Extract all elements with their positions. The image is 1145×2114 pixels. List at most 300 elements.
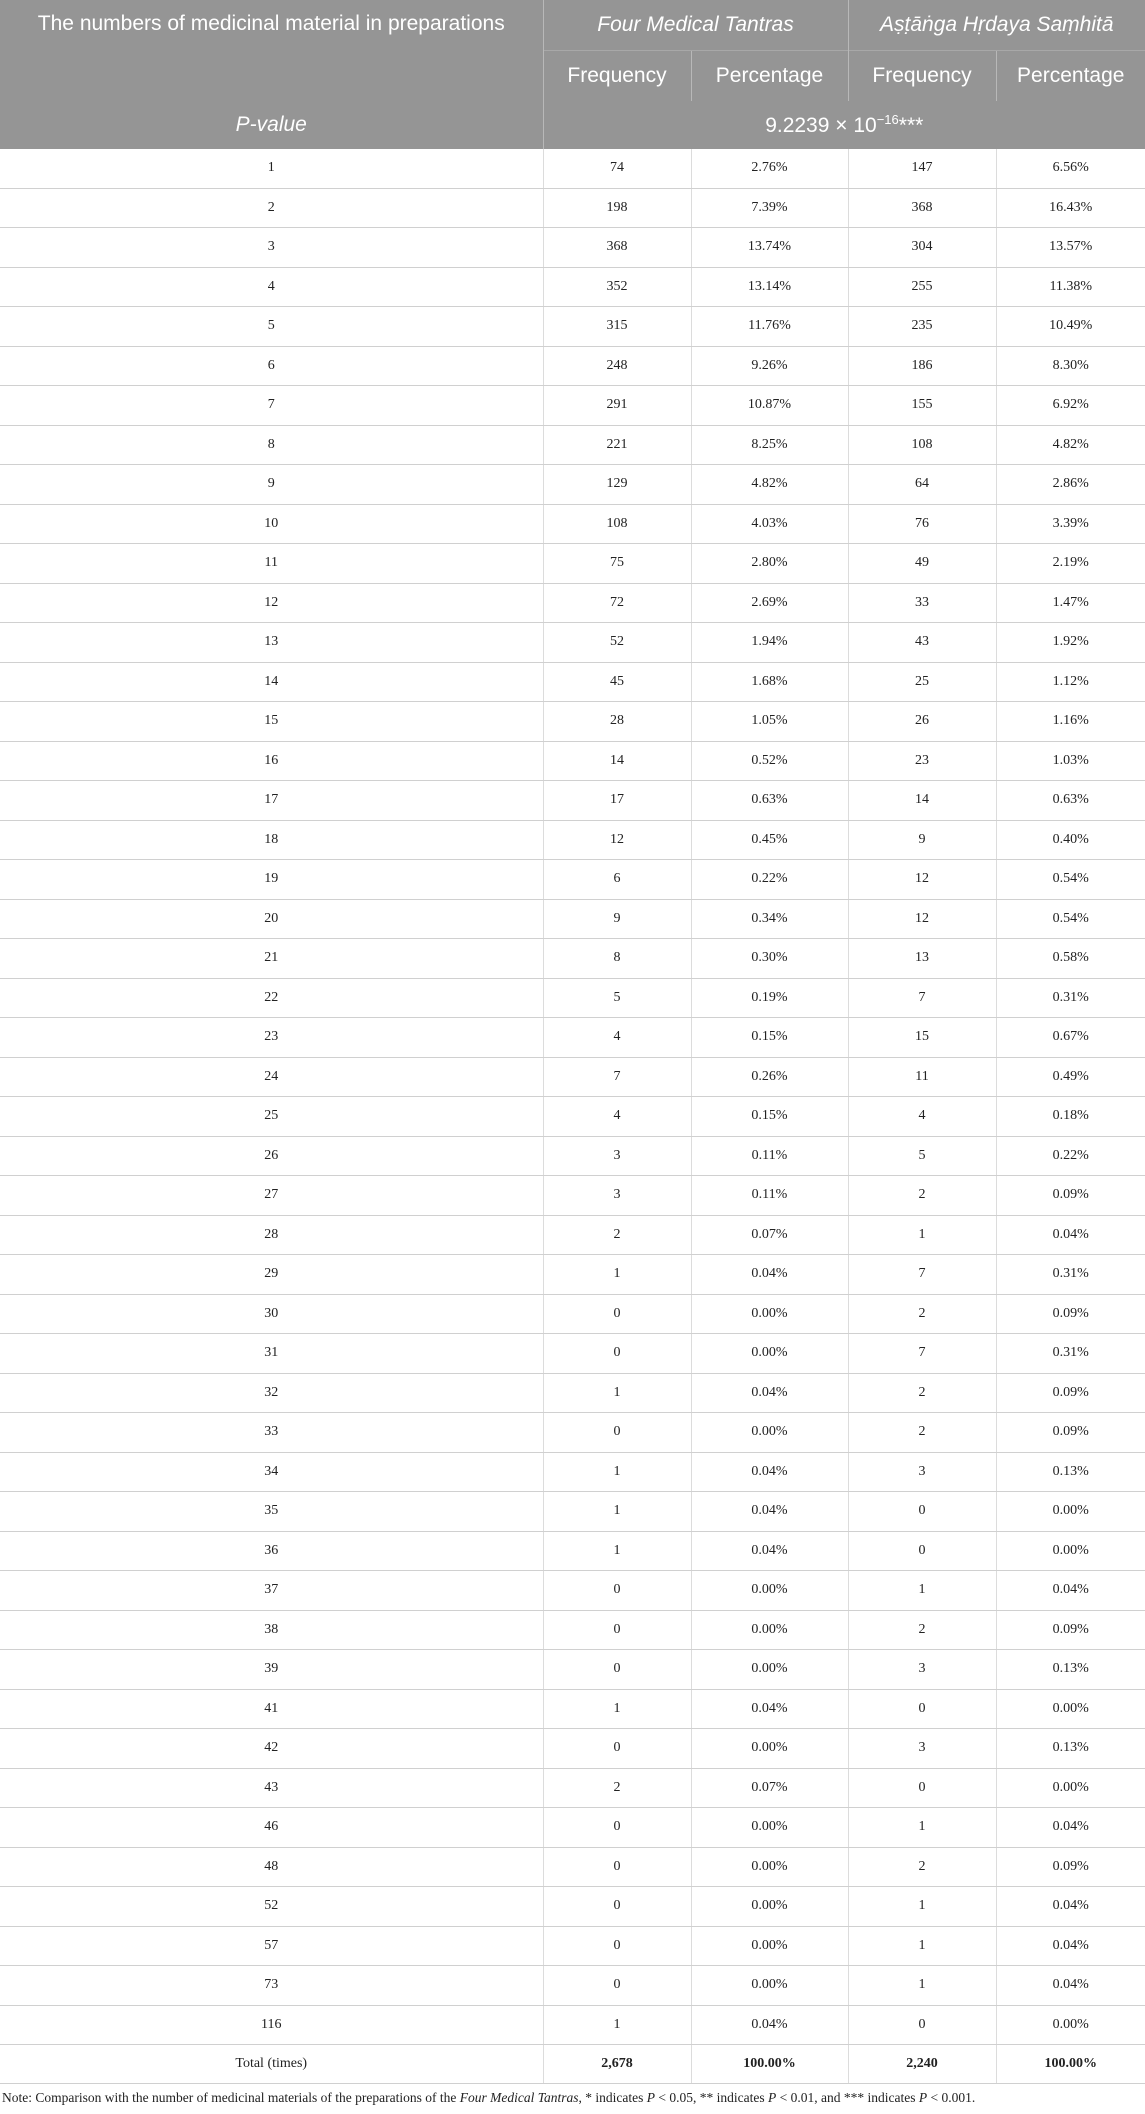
cell-ahs-percentage: 0.31% xyxy=(996,978,1145,1018)
cell-ahs-percentage: 0.09% xyxy=(996,1847,1145,1887)
cell-fmt-frequency: 0 xyxy=(543,1294,691,1334)
cell-fmt-percentage: 0.30% xyxy=(691,939,848,979)
cell-ahs-percentage: 1.92% xyxy=(996,623,1145,663)
cell-fmt-percentage: 1.94% xyxy=(691,623,848,663)
table-row xyxy=(0,1610,1145,1650)
cell-ahs-frequency: 3 xyxy=(848,1650,996,1690)
cell-fmt-percentage: 0.00% xyxy=(691,1610,848,1650)
cell-ahs-percentage: 0.40% xyxy=(996,820,1145,860)
cell-fmt-frequency: 0 xyxy=(543,1729,691,1769)
cell-count: 52 xyxy=(0,1887,543,1927)
cell-ahs-percentage: 8.30% xyxy=(996,346,1145,386)
cell-fmt-percentage: 0.04% xyxy=(691,1531,848,1571)
cell-count: 9 xyxy=(0,465,543,505)
cell-fmt-frequency: 75 xyxy=(543,544,691,584)
cell-fmt-percentage: 0.00% xyxy=(691,1294,848,1334)
cell-fmt-frequency: 0 xyxy=(543,1334,691,1374)
pvalue-value: $9.2239 \times 10^{-16}***$ xyxy=(543,101,1145,149)
cell-ahs-percentage: 1.12% xyxy=(996,662,1145,702)
cell-fmt-percentage: 4.82% xyxy=(691,465,848,505)
cell-count: 19 xyxy=(0,860,543,900)
cell-fmt-frequency: 1 xyxy=(543,1452,691,1492)
cell-count: 20 xyxy=(0,899,543,939)
cell-count: 24 xyxy=(0,1057,543,1097)
cell-fmt-percentage: 0.34% xyxy=(691,899,848,939)
table-row xyxy=(0,1808,1145,1848)
cell-ahs-percentage: 0.13% xyxy=(996,1729,1145,1769)
table-row xyxy=(0,1413,1145,1453)
cell-ahs-frequency: 33 xyxy=(848,583,996,623)
table-row xyxy=(0,1057,1145,1097)
cell-ahs-frequency: 0 xyxy=(848,1768,996,1808)
table-row xyxy=(0,1294,1145,1334)
cell-count: 35 xyxy=(0,1492,543,1532)
cell-fmt-frequency: 3 xyxy=(543,1176,691,1216)
cell-fmt-percentage: 0.11% xyxy=(691,1176,848,1216)
cell-ahs-frequency: 108 xyxy=(848,425,996,465)
cell-ahs-frequency: 0 xyxy=(848,1492,996,1532)
cell-count: 6 xyxy=(0,346,543,386)
cell-ahs-percentage: 1.16% xyxy=(996,702,1145,742)
cell-fmt-frequency: 0 xyxy=(543,1650,691,1690)
cell-ahs-percentage: 11.38% xyxy=(996,267,1145,307)
table-row xyxy=(0,781,1145,821)
cell-fmt-frequency: 248 xyxy=(543,346,691,386)
cell-ahs-frequency: 0 xyxy=(848,1689,996,1729)
cell-fmt-frequency: 0 xyxy=(543,1966,691,2006)
cell-ahs-percentage: 0.13% xyxy=(996,1452,1145,1492)
cell-fmt-percentage: 8.25% xyxy=(691,425,848,465)
cell-ahs-frequency: 15 xyxy=(848,1018,996,1058)
table-row xyxy=(0,1255,1145,1295)
cell-count: 4 xyxy=(0,267,543,307)
total-cell-fmt-percentage: 100.00% xyxy=(691,2045,848,2084)
cell-count: 25 xyxy=(0,1097,543,1137)
cell-ahs-percentage: 3.39% xyxy=(996,504,1145,544)
cell-fmt-percentage: 1.68% xyxy=(691,662,848,702)
table-row xyxy=(0,386,1145,426)
cell-fmt-percentage: 0.07% xyxy=(691,1768,848,1808)
pvalue-label: P-value xyxy=(0,101,543,149)
cell-fmt-frequency: 12 xyxy=(543,820,691,860)
cell-ahs-percentage: 0.09% xyxy=(996,1373,1145,1413)
cell-count: 7 xyxy=(0,386,543,426)
table-row xyxy=(0,1136,1145,1176)
table-note: Note: Comparison with the number of medicinal materials of the preparations of the Four Medical Tantras, * indicates P < 0.05, ** indicates P < 0.01, and *** indicates P < 0.001. xyxy=(2,2090,976,2105)
cell-ahs-frequency: 235 xyxy=(848,307,996,347)
cell-fmt-frequency: 0 xyxy=(543,1808,691,1848)
table-row xyxy=(0,583,1145,623)
cell-fmt-percentage: 0.00% xyxy=(691,1729,848,1769)
cell-count: 3 xyxy=(0,228,543,268)
cell-ahs-percentage: 0.54% xyxy=(996,860,1145,900)
cell-count: 57 xyxy=(0,1926,543,1966)
cell-ahs-percentage: 0.09% xyxy=(996,1413,1145,1453)
cell-ahs-frequency: 12 xyxy=(848,899,996,939)
cell-count: 116 xyxy=(0,2005,543,2045)
table-row xyxy=(0,2005,1145,2045)
cell-fmt-frequency: 2 xyxy=(543,1215,691,1255)
cell-fmt-percentage: 0.04% xyxy=(691,1255,848,1295)
cell-ahs-percentage: 0.09% xyxy=(996,1176,1145,1216)
cell-count: 12 xyxy=(0,583,543,623)
row-label-header: The numbers of medicinal material in preparations xyxy=(0,0,543,101)
cell-fmt-frequency: 2 xyxy=(543,1768,691,1808)
table-row xyxy=(0,1334,1145,1374)
cell-ahs-frequency: 1 xyxy=(848,1926,996,1966)
cell-count: 17 xyxy=(0,781,543,821)
cell-fmt-frequency: 315 xyxy=(543,307,691,347)
cell-ahs-frequency: 7 xyxy=(848,1255,996,1295)
cell-count: 32 xyxy=(0,1373,543,1413)
table-row xyxy=(0,1373,1145,1413)
cell-fmt-percentage: 0.26% xyxy=(691,1057,848,1097)
cell-ahs-percentage: 0.04% xyxy=(996,1887,1145,1927)
cell-count: 14 xyxy=(0,662,543,702)
cell-fmt-frequency: 5 xyxy=(543,978,691,1018)
cell-fmt-frequency: 1 xyxy=(543,1531,691,1571)
cell-fmt-frequency: 0 xyxy=(543,1571,691,1611)
table-row xyxy=(0,188,1145,228)
cell-fmt-frequency: 4 xyxy=(543,1018,691,1058)
cell-fmt-frequency: 368 xyxy=(543,228,691,268)
cell-fmt-percentage: 11.76% xyxy=(691,307,848,347)
cell-fmt-percentage: 2.80% xyxy=(691,544,848,584)
cell-fmt-frequency: 7 xyxy=(543,1057,691,1097)
cell-count: 1 xyxy=(0,149,543,188)
table-row xyxy=(0,1215,1145,1255)
cell-fmt-percentage: 0.22% xyxy=(691,860,848,900)
cell-ahs-frequency: 23 xyxy=(848,741,996,781)
cell-fmt-frequency: 4 xyxy=(543,1097,691,1137)
cell-ahs-percentage: 0.63% xyxy=(996,781,1145,821)
cell-ahs-frequency: 304 xyxy=(848,228,996,268)
table-row xyxy=(0,267,1145,307)
table-row xyxy=(0,307,1145,347)
cell-ahs-frequency: 26 xyxy=(848,702,996,742)
cell-fmt-percentage: 4.03% xyxy=(691,504,848,544)
cell-count: 29 xyxy=(0,1255,543,1295)
cell-fmt-percentage: 0.00% xyxy=(691,1650,848,1690)
table-body xyxy=(0,149,1145,2084)
cell-ahs-frequency: 43 xyxy=(848,623,996,663)
cell-fmt-frequency: 1 xyxy=(543,1492,691,1532)
table-row xyxy=(0,425,1145,465)
cell-count: 26 xyxy=(0,1136,543,1176)
cell-fmt-percentage: 7.39% xyxy=(691,188,848,228)
cell-fmt-frequency: 1 xyxy=(543,1255,691,1295)
cell-count: 30 xyxy=(0,1294,543,1334)
table-row xyxy=(0,346,1145,386)
table-row xyxy=(0,1571,1145,1611)
cell-fmt-percentage: 9.26% xyxy=(691,346,848,386)
table-row xyxy=(0,465,1145,505)
cell-ahs-frequency: 14 xyxy=(848,781,996,821)
cell-ahs-percentage: 0.54% xyxy=(996,899,1145,939)
cell-ahs-percentage: 0.09% xyxy=(996,1610,1145,1650)
cell-ahs-frequency: 255 xyxy=(848,267,996,307)
table-row xyxy=(0,504,1145,544)
table-row xyxy=(0,1097,1145,1137)
cell-fmt-percentage: 0.63% xyxy=(691,781,848,821)
group-header-four-medical-tantras: Four Medical Tantras xyxy=(543,0,848,51)
cell-ahs-frequency: 5 xyxy=(848,1136,996,1176)
cell-fmt-percentage: 2.76% xyxy=(691,149,848,188)
table-row xyxy=(0,860,1145,900)
cell-ahs-frequency: 1 xyxy=(848,1966,996,2006)
cell-ahs-percentage: 6.92% xyxy=(996,386,1145,426)
cell-ahs-percentage: 0.04% xyxy=(996,1215,1145,1255)
cell-ahs-frequency: 2 xyxy=(848,1294,996,1334)
cell-count: 16 xyxy=(0,741,543,781)
cell-count: 10 xyxy=(0,504,543,544)
cell-fmt-frequency: 74 xyxy=(543,149,691,188)
cell-count: 39 xyxy=(0,1650,543,1690)
cell-count: 5 xyxy=(0,307,543,347)
table-row xyxy=(0,702,1145,742)
table-row xyxy=(0,1887,1145,1927)
cell-fmt-percentage: 0.04% xyxy=(691,1452,848,1492)
cell-ahs-percentage: 2.19% xyxy=(996,544,1145,584)
cell-count: 36 xyxy=(0,1531,543,1571)
cell-ahs-frequency: 13 xyxy=(848,939,996,979)
table-row xyxy=(0,662,1145,702)
cell-fmt-frequency: 291 xyxy=(543,386,691,426)
cell-ahs-frequency: 147 xyxy=(848,149,996,188)
total-row xyxy=(0,2045,1145,2084)
cell-ahs-frequency: 3 xyxy=(848,1729,996,1769)
cell-fmt-percentage: 0.00% xyxy=(691,1808,848,1848)
cell-fmt-percentage: 0.00% xyxy=(691,1966,848,2006)
cell-count: 31 xyxy=(0,1334,543,1374)
cell-ahs-percentage: 0.31% xyxy=(996,1255,1145,1295)
cell-fmt-frequency: 0 xyxy=(543,1926,691,1966)
cell-fmt-frequency: 8 xyxy=(543,939,691,979)
cell-ahs-frequency: 0 xyxy=(848,1531,996,1571)
cell-ahs-percentage: 0.09% xyxy=(996,1294,1145,1334)
cell-ahs-percentage: 4.82% xyxy=(996,425,1145,465)
cell-fmt-percentage: 0.00% xyxy=(691,1571,848,1611)
cell-fmt-percentage: 0.04% xyxy=(691,1492,848,1532)
cell-count: 18 xyxy=(0,820,543,860)
cell-ahs-frequency: 0 xyxy=(848,2005,996,2045)
cell-ahs-frequency: 2 xyxy=(848,1610,996,1650)
cell-count: 41 xyxy=(0,1689,543,1729)
cell-fmt-frequency: 52 xyxy=(543,623,691,663)
table-row xyxy=(0,741,1145,781)
cell-fmt-percentage: 1.05% xyxy=(691,702,848,742)
cell-ahs-percentage: 0.04% xyxy=(996,1926,1145,1966)
cell-fmt-percentage: 10.87% xyxy=(691,386,848,426)
cell-count: 37 xyxy=(0,1571,543,1611)
cell-fmt-frequency: 0 xyxy=(543,1610,691,1650)
cell-ahs-frequency: 1 xyxy=(848,1571,996,1611)
cell-ahs-percentage: 0.67% xyxy=(996,1018,1145,1058)
cell-fmt-frequency: 352 xyxy=(543,267,691,307)
cell-ahs-percentage: 0.00% xyxy=(996,1492,1145,1532)
cell-fmt-frequency: 1 xyxy=(543,2005,691,2045)
cell-ahs-frequency: 4 xyxy=(848,1097,996,1137)
cell-count: 15 xyxy=(0,702,543,742)
cell-count: 8 xyxy=(0,425,543,465)
total-label: Total (times) xyxy=(0,2045,543,2084)
cell-fmt-percentage: 0.07% xyxy=(691,1215,848,1255)
table-row xyxy=(0,820,1145,860)
cell-fmt-percentage: 0.15% xyxy=(691,1018,848,1058)
cell-ahs-percentage: 1.03% xyxy=(996,741,1145,781)
cell-count: 21 xyxy=(0,939,543,979)
cell-count: 2 xyxy=(0,188,543,228)
cell-fmt-frequency: 28 xyxy=(543,702,691,742)
cell-fmt-frequency: 198 xyxy=(543,188,691,228)
total-cell-ahs-percentage: 100.00% xyxy=(996,2045,1145,2084)
cell-ahs-frequency: 1 xyxy=(848,1887,996,1927)
cell-ahs-frequency: 2 xyxy=(848,1847,996,1887)
cell-ahs-frequency: 1 xyxy=(848,1808,996,1848)
cell-fmt-frequency: 221 xyxy=(543,425,691,465)
cell-fmt-frequency: 3 xyxy=(543,1136,691,1176)
cell-fmt-percentage: 0.00% xyxy=(691,1334,848,1374)
cell-count: 23 xyxy=(0,1018,543,1058)
cell-ahs-frequency: 186 xyxy=(848,346,996,386)
table-row xyxy=(0,1847,1145,1887)
cell-fmt-percentage: 0.11% xyxy=(691,1136,848,1176)
cell-ahs-percentage: 0.13% xyxy=(996,1650,1145,1690)
cell-count: 43 xyxy=(0,1768,543,1808)
cell-fmt-frequency: 9 xyxy=(543,899,691,939)
table-row xyxy=(0,1689,1145,1729)
cell-count: 33 xyxy=(0,1413,543,1453)
cell-ahs-percentage: 2.86% xyxy=(996,465,1145,505)
cell-ahs-percentage: 0.31% xyxy=(996,1334,1145,1374)
cell-fmt-percentage: 0.19% xyxy=(691,978,848,1018)
cell-fmt-percentage: 0.00% xyxy=(691,1847,848,1887)
cell-ahs-percentage: 0.04% xyxy=(996,1966,1145,2006)
cell-ahs-frequency: 11 xyxy=(848,1057,996,1097)
cell-fmt-frequency: 0 xyxy=(543,1887,691,1927)
table-header xyxy=(0,0,1145,149)
cell-fmt-percentage: 0.04% xyxy=(691,1689,848,1729)
cell-count: 34 xyxy=(0,1452,543,1492)
col-header-frequency: Frequency xyxy=(848,51,996,102)
cell-ahs-percentage: 0.00% xyxy=(996,1768,1145,1808)
cell-fmt-frequency: 6 xyxy=(543,860,691,900)
table-row xyxy=(0,228,1145,268)
cell-fmt-frequency: 72 xyxy=(543,583,691,623)
cell-fmt-frequency: 0 xyxy=(543,1413,691,1453)
cell-ahs-percentage: 0.04% xyxy=(996,1571,1145,1611)
cell-count: 38 xyxy=(0,1610,543,1650)
col-header-percentage: Percentage xyxy=(996,51,1145,102)
cell-count: 13 xyxy=(0,623,543,663)
cell-ahs-frequency: 25 xyxy=(848,662,996,702)
cell-count: 73 xyxy=(0,1966,543,2006)
cell-fmt-frequency: 1 xyxy=(543,1689,691,1729)
table-row xyxy=(0,939,1145,979)
cell-ahs-percentage: 16.43% xyxy=(996,188,1145,228)
total-cell-fmt-frequency: 2,678 xyxy=(543,2045,691,2084)
col-header-frequency: Frequency xyxy=(543,51,691,102)
cell-ahs-frequency: 2 xyxy=(848,1413,996,1453)
cell-count: 42 xyxy=(0,1729,543,1769)
cell-ahs-frequency: 49 xyxy=(848,544,996,584)
cell-ahs-percentage: 0.04% xyxy=(996,1808,1145,1848)
table-row xyxy=(0,1176,1145,1216)
table-row xyxy=(0,1729,1145,1769)
cell-ahs-frequency: 1 xyxy=(848,1215,996,1255)
cell-ahs-frequency: 368 xyxy=(848,188,996,228)
cell-fmt-frequency: 108 xyxy=(543,504,691,544)
table-row xyxy=(0,1452,1145,1492)
cell-ahs-percentage: 0.00% xyxy=(996,2005,1145,2045)
table-row xyxy=(0,1018,1145,1058)
group-header-astanga-hrdaya: Aṣṭāṅga Hṛdaya Saṃhitā xyxy=(848,0,1145,51)
cell-count: 22 xyxy=(0,978,543,1018)
table-row xyxy=(0,1768,1145,1808)
cell-fmt-frequency: 129 xyxy=(543,465,691,505)
cell-ahs-frequency: 7 xyxy=(848,978,996,1018)
cell-fmt-frequency: 1 xyxy=(543,1373,691,1413)
col-header-percentage: Percentage xyxy=(691,51,848,102)
cell-ahs-percentage: 0.00% xyxy=(996,1689,1145,1729)
cell-fmt-percentage: 0.15% xyxy=(691,1097,848,1137)
table-row xyxy=(0,149,1145,188)
cell-ahs-percentage: 0.22% xyxy=(996,1136,1145,1176)
cell-count: 46 xyxy=(0,1808,543,1848)
cell-ahs-percentage: 0.00% xyxy=(996,1531,1145,1571)
cell-count: 48 xyxy=(0,1847,543,1887)
cell-ahs-frequency: 12 xyxy=(848,860,996,900)
table-row xyxy=(0,978,1145,1018)
cell-fmt-percentage: 0.52% xyxy=(691,741,848,781)
cell-fmt-percentage: 0.00% xyxy=(691,1413,848,1453)
cell-fmt-percentage: 13.74% xyxy=(691,228,848,268)
table-row xyxy=(0,1966,1145,2006)
cell-count: 28 xyxy=(0,1215,543,1255)
cell-fmt-percentage: 0.00% xyxy=(691,1926,848,1966)
cell-ahs-percentage: 10.49% xyxy=(996,307,1145,347)
cell-ahs-percentage: 6.56% xyxy=(996,149,1145,188)
cell-ahs-frequency: 7 xyxy=(848,1334,996,1374)
cell-ahs-frequency: 3 xyxy=(848,1452,996,1492)
cell-ahs-frequency: 76 xyxy=(848,504,996,544)
cell-ahs-frequency: 2 xyxy=(848,1176,996,1216)
cell-ahs-percentage: 0.49% xyxy=(996,1057,1145,1097)
cell-fmt-frequency: 14 xyxy=(543,741,691,781)
cell-ahs-percentage: 0.18% xyxy=(996,1097,1145,1137)
cell-fmt-frequency: 17 xyxy=(543,781,691,821)
cell-fmt-percentage: 0.45% xyxy=(691,820,848,860)
table-row xyxy=(0,1492,1145,1532)
table-row xyxy=(0,1531,1145,1571)
cell-fmt-percentage: 13.14% xyxy=(691,267,848,307)
table-row xyxy=(0,899,1145,939)
table-row xyxy=(0,1926,1145,1966)
cell-ahs-frequency: 64 xyxy=(848,465,996,505)
total-cell-ahs-frequency: 2,240 xyxy=(848,2045,996,2084)
cell-fmt-frequency: 45 xyxy=(543,662,691,702)
cell-ahs-percentage: 13.57% xyxy=(996,228,1145,268)
table-row xyxy=(0,1650,1145,1690)
cell-fmt-percentage: 0.04% xyxy=(691,2005,848,2045)
cell-count: 11 xyxy=(0,544,543,584)
cell-ahs-frequency: 155 xyxy=(848,386,996,426)
cell-fmt-percentage: 0.00% xyxy=(691,1887,848,1927)
cell-ahs-frequency: 2 xyxy=(848,1373,996,1413)
cell-ahs-frequency: 9 xyxy=(848,820,996,860)
cell-fmt-frequency: 0 xyxy=(543,1847,691,1887)
cell-fmt-percentage: 2.69% xyxy=(691,583,848,623)
